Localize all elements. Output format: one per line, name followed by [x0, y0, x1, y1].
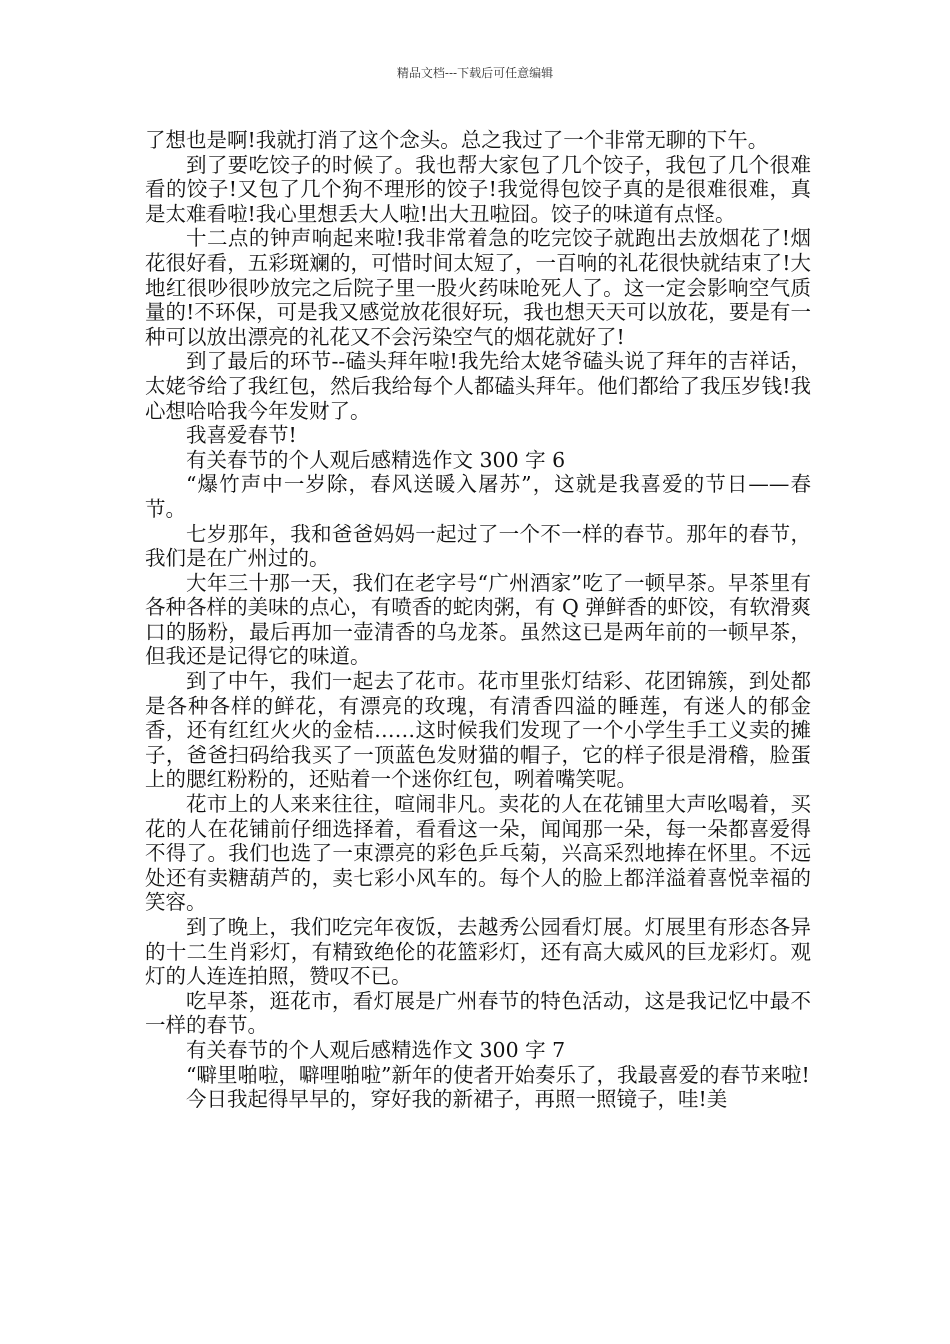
page-header: 精品文档---下载后可任意编辑 [396, 66, 554, 80]
document-body [145, 128, 811, 1112]
paragraph: “爆竹声中一岁除，春风送暖入屠苏”，这就是我喜爱的节日——春节。 [145, 472, 811, 521]
paragraph: 到了要吃饺子的时候了。我也帮大家包了几个饺子，我包了几个很难看的饺子!又包了几个狗不理形的饺子!我觉得包饺子真的是很难很难，真是太难看啦!我心里想丢大人啦!出大丑啦囧。饺子的味道有点怪。 [145, 152, 811, 226]
paragraph: 有关春节的个人观后感精选作文 300 字 7 [186, 1037, 566, 1062]
paragraph: 到了晚上，我们吃完年夜饭，去越秀公园看灯展。灯展里有形态各异的十二生肖彩灯，有精致绝伦的花篮彩灯，还有高大威风的巨龙彩灯。观灯的人连连拍照，赞叹不已。 [145, 915, 811, 989]
paragraph: 到了最后的环节--磕头拜年啦!我先给太姥爷磕头说了拜年的吉祥话，太姥爷给了我红包，然后我给每个人都磕头拜年。他们都给了我压岁钱!我心想哈哈我今年发财了。 [145, 349, 811, 423]
paragraph: 今日我起得早早的，穿好我的新裙子，再照一照镜子，哇!美 [186, 1087, 728, 1112]
paragraph: “噼里啪啦，噼哩啪啦”新年的使者开始奏乐了，我最喜爱的春节来啦! [186, 1062, 810, 1087]
paragraph: 吃早茶，逛花市，看灯展是广州春节的特色活动，这是我记忆中最不一样的春节。 [145, 988, 811, 1038]
paragraph: 十二点的钟声响起来啦!我非常着急的吃完饺子就跑出去放烟花了!烟花很好看，五彩斑斓的，可惜时间太短了，一百响的礼花很快就结束了!大地红很吵很吵放完之后院子里一股火药味呛死人了。这一定会影响空气质量的!不环保，可是我又感觉放花很好玩，我也想天天可以放花，要是有一种可以放出漂亮的礼花又不会污染空气的烟花就好了! [145, 226, 811, 349]
paragraph: 到了中午，我们一起去了花市。花市里张灯结彩、花团锦簇，到处都是各种各样的鲜花，有漂亮的玫瑰，有清香四溢的睡莲，有迷人的郁金香，还有红红火火的金桔……这时候我们发现了一个小学生手工义卖的摊子，爸爸扫码给我买了一顶蓝色发财猫的帽子，它的样子很是滑稽，脸蛋上的腮红粉粉的，还贴着一个迷你红包，咧着嘴笑呢。 [145, 669, 811, 792]
paragraph: 七岁那年，我和爸爸妈妈一起过了一个不一样的春节。那年的春节，我们是在广州过的。 [145, 521, 811, 571]
paragraph: 花市上的人来来往往，喧闹非凡。卖花的人在花铺里大声吆喝着，买花的人在花铺前仔细选择着，看看这一朵，闻闻那一朵，每一朵都喜爱得不得了。我们也选了一束漂亮的彩色乒乓菊，兴高采烈地捧在怀里。不远处还有卖糖葫芦的，卖七彩小风车的。每个人的脸上都洋溢着喜悦幸福的笑容。 [145, 792, 811, 915]
paragraph: 有关春节的个人观后感精选作文 300 字 6 [186, 447, 566, 472]
paragraph: 大年三十那一天，我们在老字号“广州酒家”吃了一顿早茶。早茶里有各种各样的美味的点心，有喷香的蛇肉粥，有 Q 弹鲜香的虾饺，有软滑爽口的肠粉，最后再加一壶清香的乌龙茶。虽然这已是两年前的一顿早茶，但我还是记得它的味道。 [145, 570, 811, 669]
paragraph: 了想也是啊!我就打消了这个念头。总之我过了一个非常无聊的下午。 [145, 128, 769, 152]
paragraph: 我喜爱春节! [186, 423, 297, 448]
